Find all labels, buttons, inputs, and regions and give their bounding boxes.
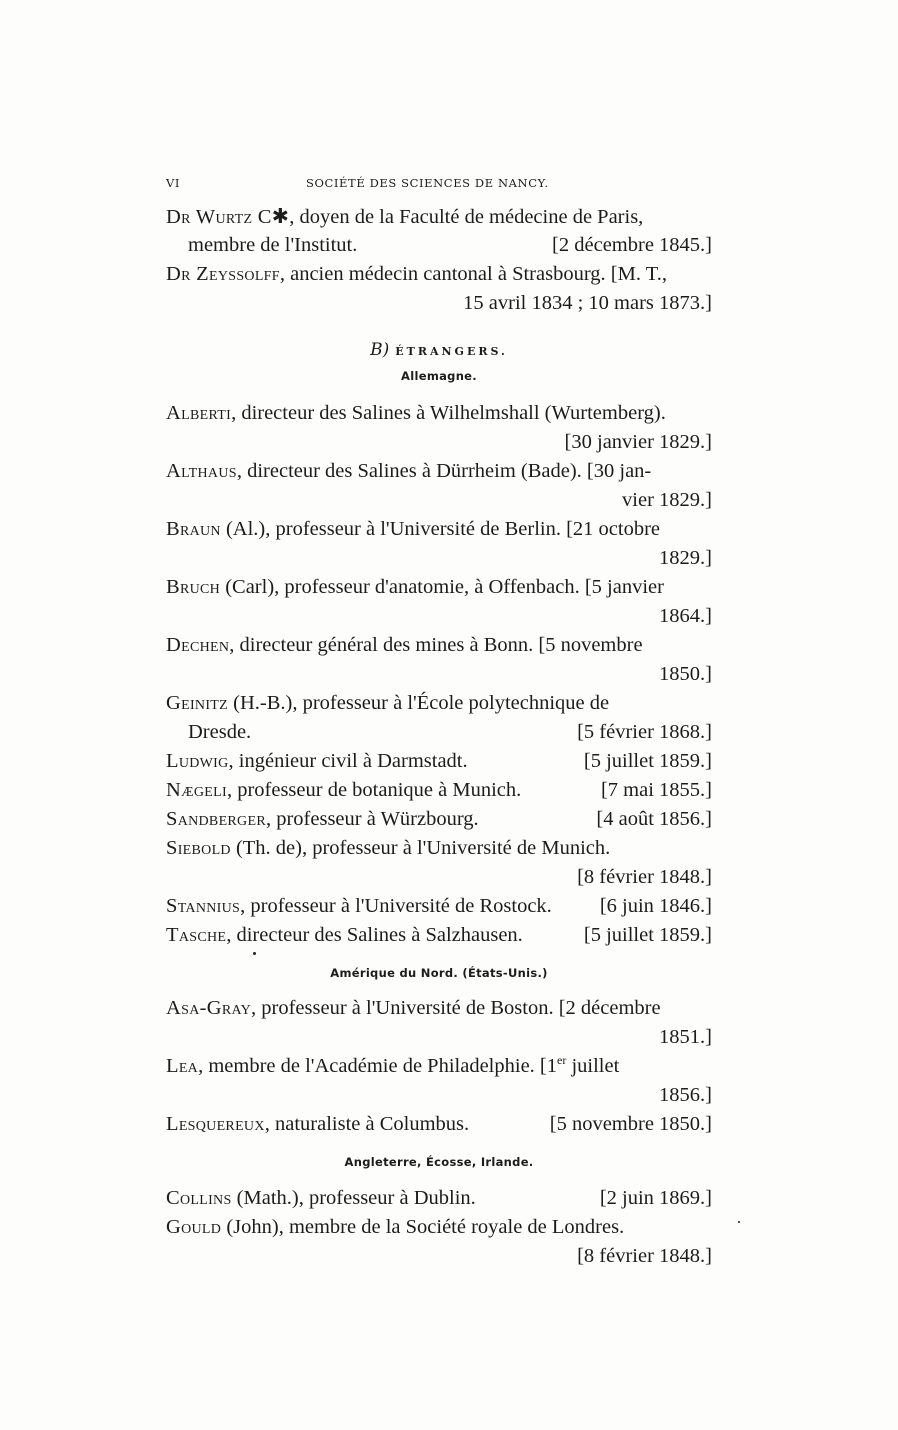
- print-speck: [738, 1221, 740, 1223]
- entry-name: Dr Zeyssolff: [166, 263, 280, 285]
- entry-name: Geinitz: [166, 692, 228, 714]
- print-speck: [253, 952, 256, 955]
- section-heading-etrangers: [166, 340, 712, 360]
- entry-dechen: [166, 631, 712, 659]
- entry-text: , directeur des Salines à Dürrheim (Bade). [30 jan-: [236, 460, 652, 482]
- country-heading-america: Amérique du Nord. (États-Unis.): [330, 966, 548, 980]
- entry-asa-gray-line2: [166, 1023, 712, 1051]
- entry-wurtz-line2: [166, 231, 712, 259]
- entry-date: [5 novembre 1850.]: [549, 1113, 712, 1135]
- entry-text: (John), membre de la Société royale de Londres.: [221, 1216, 625, 1238]
- entry-alberti: [166, 399, 712, 427]
- entry-date: [2 juin 1869.]: [599, 1187, 712, 1209]
- entry-name: Braun: [166, 518, 221, 540]
- entry-text: Dresde.: [188, 721, 252, 743]
- entry-date: vier 1829.]: [622, 489, 712, 511]
- entry-date: [5 février 1868.]: [577, 721, 712, 743]
- entry-naegeli: [166, 776, 712, 804]
- entry-text: , naturaliste à Columbus.: [264, 1113, 470, 1135]
- entry-text: , directeur des Salines à Salzhausen.: [226, 924, 523, 946]
- entry-text: , membre de l'Académie de Philadelphie. [1: [198, 1055, 557, 1077]
- entry-name: Siebold: [166, 837, 231, 859]
- section-letter: B): [370, 340, 390, 360]
- entry-zeyssolff-line2: [166, 289, 712, 317]
- entry-name: Lea: [166, 1055, 199, 1077]
- entry-date: 1864.]: [659, 605, 712, 627]
- entry-text: membre de l'Institut.: [188, 234, 358, 256]
- entry-date: 1850.]: [659, 663, 712, 685]
- entry-text: , professeur de botanique à Munich.: [226, 779, 522, 801]
- entry-date: [8 février 1848.]: [577, 866, 712, 888]
- entry-bruch: [166, 573, 712, 601]
- entry-date: [4 août 1856.]: [596, 808, 712, 830]
- entry-text: , directeur des Salines à Wilhelmshall (Wurtemberg).: [231, 402, 666, 424]
- entry-dechen-line2: [166, 660, 712, 688]
- entry-name: Ludwig: [166, 750, 229, 772]
- entry-text: , professeur à l'Université de Boston. [2 décembre: [251, 997, 661, 1019]
- entry-date: [6 juin 1846.]: [599, 895, 712, 917]
- entry-name: Sandberger: [166, 808, 266, 830]
- entry-geinitz: [166, 689, 712, 717]
- entry-date: [2 décembre 1845.]: [552, 234, 712, 256]
- section-word: ÉTRANGERS.: [395, 345, 508, 358]
- entry-date: 1829.]: [659, 547, 712, 569]
- entry-text: , professeur à l'Université de Rostock.: [240, 895, 552, 917]
- entry-asa-gray: [166, 994, 712, 1022]
- entry-lesquereux: [166, 1110, 712, 1138]
- entry-text: (Th. de), professeur à l'Université de Munich.: [230, 837, 611, 859]
- superscript: er: [557, 1053, 567, 1067]
- entry-gould: [166, 1213, 712, 1241]
- entry-geinitz-line2: [166, 718, 712, 746]
- entry-wurtz: [166, 203, 712, 231]
- entry-collins: [166, 1184, 712, 1212]
- running-head: [166, 176, 712, 194]
- entry-text: , ancien médecin cantonal à Strasbourg. [M. T.,: [279, 263, 667, 285]
- entry-lea: [166, 1052, 712, 1080]
- entry-siebold: [166, 834, 712, 862]
- entry-name: Collins: [166, 1187, 232, 1209]
- running-title: SOCIÉTÉ DES SCIENCES DE NANCY.: [306, 176, 549, 190]
- entry-text: , professeur à Würzbourg.: [265, 808, 479, 830]
- entry-braun: [166, 515, 712, 543]
- entry-date: 1851.]: [659, 1026, 712, 1048]
- entry-date: [30 janvier 1829.]: [564, 431, 712, 453]
- entry-text: (H.-B.), professeur à l'École polytechnique de: [228, 692, 610, 714]
- entry-name: Alberti: [166, 402, 232, 424]
- entry-braun-line2: [166, 544, 712, 572]
- entry-date: [8 février 1848.]: [577, 1245, 712, 1267]
- entry-ludwig: [166, 747, 712, 775]
- entry-date: 1856.]: [659, 1084, 712, 1106]
- entry-name: Nægeli: [166, 779, 227, 801]
- entry-text: (Math.), professeur à Dublin.: [231, 1187, 476, 1209]
- entry-text: juillet: [566, 1055, 620, 1077]
- entry-name: Dechen: [166, 634, 230, 656]
- entry-date: [5 juillet 1859.]: [583, 924, 712, 946]
- entry-tasche: [166, 921, 712, 949]
- entry-date: [5 juillet 1859.]: [583, 750, 712, 772]
- entry-text: , directeur général des mines à Bonn. [5 novembre: [229, 634, 643, 656]
- entry-bruch-line2: [166, 602, 712, 630]
- entry-name: Tasche: [166, 924, 227, 946]
- country-heading-germany: Allemagne.: [401, 369, 477, 383]
- entry-text: , doyen de la Faculté de médecine de Paris,: [289, 206, 644, 228]
- entry-name: Gould: [166, 1216, 222, 1238]
- entry-text: , ingénieur civil à Darmstadt.: [228, 750, 468, 772]
- entry-lea-line2: [166, 1081, 712, 1109]
- entry-name: Lesquereux: [166, 1113, 265, 1135]
- entry-name: Asa-Gray: [166, 997, 252, 1019]
- entry-text: (Carl), professeur d'anatomie, à Offenbach. [5 janvier: [220, 576, 664, 598]
- entry-date: [7 mai 1855.]: [600, 779, 712, 801]
- entry-zeyssolff: [166, 260, 712, 288]
- entry-name: Dr Wurtz C✱: [166, 206, 290, 228]
- entry-stannius: [166, 892, 712, 920]
- entry-name: Stannius: [166, 895, 241, 917]
- entry-date: 15 avril 1834 ; 10 mars 1873.]: [463, 292, 712, 314]
- country-heading-britain: Angleterre, Écosse, Irlande.: [344, 1155, 534, 1169]
- page-number: VI: [166, 176, 181, 190]
- entry-althaus: [166, 457, 712, 485]
- entry-alberti-line2: [166, 428, 712, 456]
- entry-sandberger: [166, 805, 712, 833]
- entry-name: Bruch: [166, 576, 221, 598]
- entry-gould-line2: [166, 1242, 712, 1270]
- entry-althaus-line2: [166, 486, 712, 514]
- entry-siebold-line2: [166, 863, 712, 891]
- entry-text: (Al.), professeur à l'Université de Berlin. [21 octobre: [220, 518, 661, 540]
- entry-name: Althaus: [166, 460, 237, 482]
